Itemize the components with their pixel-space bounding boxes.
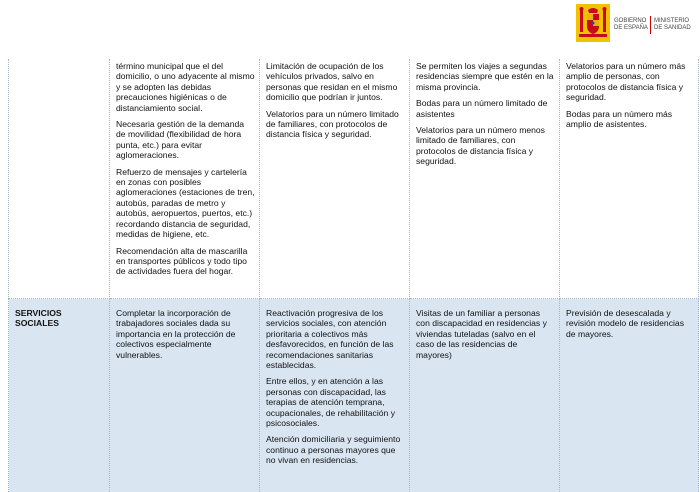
row-label-cell	[9, 299, 110, 492]
government-logo	[576, 4, 696, 44]
measures-table	[8, 59, 699, 492]
cell-paragraph: Recomendación alta de mascarilla en transportes públicos y todo tipo de actividades fuera del hogar.	[116, 246, 255, 277]
phase-cell	[110, 299, 260, 492]
cell-paragraph: Necesaria gestión de la demanda de movilidad (flexibilidad de hora punta, etc.) para evitar aglomeraciones.	[116, 119, 255, 161]
phase-cell	[110, 59, 260, 299]
cell-paragraph: Visitas de un familiar a personas con discapacidad en residencias y viviendas tuteladas (salvo en el caso de las residencias de mayores)	[416, 308, 555, 360]
phase-cell	[410, 59, 560, 299]
phase-cell	[560, 59, 699, 299]
table-row	[9, 59, 699, 299]
cell-paragraph: Bodas para un número más amplio de asistentes.	[566, 109, 694, 130]
cell-paragraph: Velatorios para un número menos limitado de familiares, con protocolos de distancia física y seguridad.	[416, 125, 555, 167]
logo-gobierno-text	[614, 18, 648, 31]
cell-paragraph: Reactivación progresiva de los servicios sociales, con atención prioritaria a colectivos más desfavorecidos, en función de las recomendaciones sanitarias establecidas.	[266, 308, 405, 370]
logo-ministerio-text	[654, 18, 691, 31]
cell-paragraph: Atención domiciliaria y seguimiento continuo a personas mayores que no vivan en residencias.	[266, 434, 405, 465]
cell-paragraph: Se permiten los viajes a segundas residencias siempre que estén en la misma provincia.	[416, 61, 555, 92]
logo-text-line: MINISTERIO	[654, 18, 691, 25]
table-row	[9, 299, 699, 492]
cell-paragraph: Limitación de ocupación de los vehículos privados, salvo en personas que residan en el mismo domicilio que podrían ir juntos.	[266, 61, 405, 103]
cell-paragraph: término municipal que el del domicilio, o uno adyacente al mismo y se adopten las debidas precauciones higiénicas o de distanciamiento social.	[116, 61, 255, 113]
cell-paragraph: Entre ellos, y en atención a las personas con discapacidad, las terapias de atención temprana, ocupacionales, de rehabilitación y psicosociales.	[266, 376, 405, 428]
cell-paragraph: Completar la incorporación de trabajadores sociales dada su importancia en la protección de colectivos especialmente vulnerables.	[116, 308, 255, 360]
coat-of-arms-icon	[576, 4, 610, 42]
phase-cell	[260, 299, 410, 492]
row-label: SERVICIOS SOCIALES	[15, 308, 62, 328]
phase-cell	[560, 299, 699, 492]
cell-paragraph: Velatorios para un número limitado de familiares, con protocolos de distancia física y seguridad.	[266, 109, 405, 140]
logo-divider	[650, 16, 651, 34]
cell-paragraph: Bodas para un número limitado de asistentes	[416, 98, 555, 119]
cell-paragraph: Refuerzo de mensajes y cartelería en zonas con posibles aglomeraciones (estaciones de tren, autobús, paradas de metro y autobús, aeropuertos, puertos, etc.) recordando distancia de seguridad, medidas de higiene, etc.	[116, 167, 255, 240]
phase-cell	[260, 59, 410, 299]
row-label-cell	[9, 59, 110, 299]
logo-text-line: DE ESPAÑA	[614, 25, 648, 32]
logo-text-line: DE SANIDAD	[654, 25, 691, 32]
cell-paragraph: Velatorios para un número más amplio de personas, con protocolos de distancia física y seguridad.	[566, 61, 694, 103]
logo-text-line: GOBIERNO	[614, 18, 648, 25]
phase-cell	[410, 299, 560, 492]
page-header	[0, 0, 700, 58]
cell-paragraph: Previsión de desescalada y revisión modelo de residencias de mayores.	[566, 308, 694, 339]
